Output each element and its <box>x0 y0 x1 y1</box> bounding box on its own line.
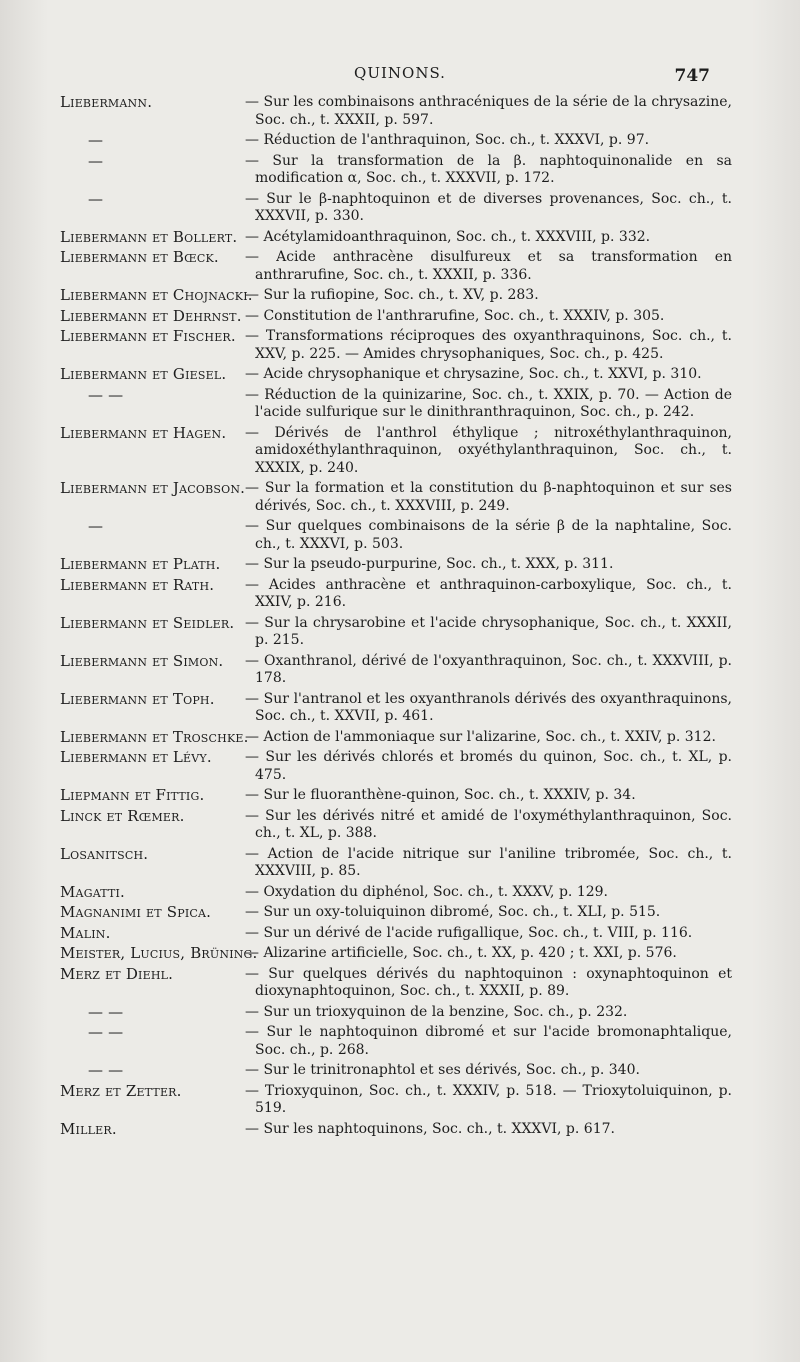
entry-text: — Transformations réciproques des oxyanthraquinons, Soc. ch., t. XXV, p. 225. — Amides chrysophaniques, Soc. ch., p. 425. <box>245 328 732 362</box>
entry-author: Liebermann et Seidler. <box>60 613 235 632</box>
entry-author: Liebermann et Toph. <box>60 689 215 708</box>
entry-author: Miller. <box>60 1119 117 1138</box>
page-header <box>0 64 800 86</box>
bibliography-entry <box>60 691 740 726</box>
bibliography-entry <box>60 787 740 805</box>
bibliography-entry <box>60 925 740 943</box>
entry-text: — Réduction de la quinizarine, Soc. ch., t. XXIX, p. 70. — Action de l'acide sulfurique sur le dinithranthraquinon, Soc. ch., p. 242. <box>245 386 732 420</box>
bibliography-entry <box>60 729 740 747</box>
entry-author: Liebermann et Jacobson. <box>60 479 246 497</box>
entry-text: — Action de l'acide nitrique sur l'aniline tribromée, Soc. ch., t. XXXVIII, p. 85. <box>245 845 732 879</box>
entry-text: — Sur un dérivé de l'acide rufigallique, Soc. ch., t. VIII, p. 116. <box>245 924 693 941</box>
entry-text: — Trioxyquinon, Soc. ch., t. XXXIV, p. 518. — Trioxytoluiquinon, p. 519. <box>245 1082 732 1116</box>
entry-text: — Sur l'antranol et les oxyanthranols dérivés des oxyanthraquinons, Soc. ch., t. XXVII, p. 461. <box>245 690 732 724</box>
entry-text: — Sur quelques combinaisons de la série β de la naphtaline, Soc. ch., t. XXXVI, p. 503. <box>245 518 732 552</box>
entry-text: — Acétylamidoanthraquinon, Soc. ch., t. XXXVIII, p. 332. <box>245 228 651 245</box>
entry-text: — Sur un trioxyquinon de la benzine, Soc. ch., p. 232. <box>245 1003 628 1020</box>
entry-author: Liebermann et Simon. <box>60 651 224 670</box>
bibliography-entry <box>60 846 740 881</box>
entry-text: — Sur les naphtoquinons, Soc. ch., t. XXXVI, p. 617. <box>245 1120 615 1137</box>
bibliography-entry <box>60 749 740 784</box>
entry-text: — Sur le fluoranthène-quinon, Soc. ch., t. XXXIV, p. 34. <box>245 787 636 803</box>
entry-author: Magnanimi et Spica. <box>60 903 212 921</box>
bibliography-entry <box>60 229 740 247</box>
entry-author: Liebermann et Rath. <box>60 575 215 594</box>
running-head: QUINONS. <box>354 64 446 82</box>
bibliography-entry <box>60 328 740 363</box>
bibliography-entry <box>60 966 740 1001</box>
entry-text: — Action de l'ammoniaque sur l'alizarine, Soc. ch., t. XXIV, p. 312. <box>245 728 716 745</box>
entry-author: — <box>88 131 104 149</box>
bibliography-entry <box>60 653 740 688</box>
entry-text: — Acide chrysophanique et chrysazine, Soc. ch., t. XXVI, p. 310. <box>245 366 702 382</box>
entry-author: Liebermann. <box>60 93 153 111</box>
entry-text: — Sur les combinaisons anthracéniques de la série de la chrysazine, Soc. ch., t. XXXII, p. 597. <box>245 94 732 128</box>
bibliography-entry <box>60 808 740 843</box>
entry-author: Liebermann et Giesel. <box>60 365 227 383</box>
bibliography-entry <box>60 884 740 902</box>
entry-text: — Sur le trinitronaphtol et ses dérivés, Soc. ch., p. 340. <box>245 1062 640 1078</box>
entry-author: Liebermann et Chojnacki. <box>60 286 253 304</box>
entry-text: — Sur le β-naphtoquinon et de diverses provenances, Soc. ch., t. XXXVII, p. 330. <box>245 190 732 224</box>
entry-text: — Sur la rufiopine, Soc. ch., t. XV, p. 283. <box>245 287 539 303</box>
entry-author: Linck et Rœmer. <box>60 806 185 825</box>
entry-author: Liebermann et Troschke. <box>60 727 249 746</box>
entry-author: Liebermann et Plath. <box>60 555 221 573</box>
entry-text: — Sur les dérivés nitré et amidé de l'oxyméthylanthraquinon, Soc. ch., t. XL, p. 388. <box>245 807 732 841</box>
bibliography-entry <box>60 480 740 515</box>
entry-author: Liebermann et Fischer. <box>60 327 236 345</box>
bibliography-entry <box>60 153 740 188</box>
entry-text: — Acides anthracène et anthraquinon-carboxylique, Soc. ch., t. XXIV, p. 216. <box>245 576 732 610</box>
bibliography-entry <box>60 1083 740 1118</box>
bibliography-entry <box>60 1004 740 1022</box>
page-number: 747 <box>674 66 710 86</box>
entry-text: — Sur quelques dérivés du naphtoquinon : oxynaphtoquinon et dioxynaphtoquinon, Soc. ch., t. XXXII, p. 89. <box>245 965 732 999</box>
entry-text: — Constitution de l'anthrarufine, Soc. ch., t. XXXIV, p. 305. <box>245 307 665 324</box>
bibliography-entry <box>60 1024 740 1059</box>
entry-author: Liebermann et Bœck. <box>60 248 219 266</box>
bibliography-entry <box>60 387 740 422</box>
entry-text: — Sur la formation et la constitution du β-naphtoquinon et sur ses dérivés, Soc. ch., t. XXXVIII, p. 249. <box>245 480 732 514</box>
entry-author: — <box>88 189 104 208</box>
entry-author: Liebermann et Hagen. <box>60 423 227 442</box>
entry-author: — <box>88 151 104 170</box>
entry-author: Magatti. <box>60 882 126 901</box>
entry-author: — — <box>88 385 124 404</box>
entry-text: — Sur le naphtoquinon dibromé et sur l'acide bromonaphtalique, Soc. ch., p. 268. <box>245 1024 732 1058</box>
bibliography-entry <box>60 191 740 226</box>
entry-author: Liebermann et Bollert. <box>60 227 238 246</box>
entry-author: Liepmann et Fittig. <box>60 786 205 804</box>
bibliography-entry <box>60 945 740 963</box>
bibliography-entry <box>60 366 740 384</box>
entry-author: Malin. <box>60 923 111 942</box>
bibliography-entry <box>60 518 740 553</box>
entry-text: — Alizarine artificielle, Soc. ch., t. XX, p. 420 ; t. XXI, p. 576. <box>245 945 677 961</box>
bibliography-entry <box>60 287 740 305</box>
bibliography-entry <box>60 249 740 284</box>
entry-author: — — <box>88 1002 124 1021</box>
bibliography-entry <box>60 425 740 478</box>
entry-author: Liebermann et Dehrnst. <box>60 306 242 325</box>
entry-text: — Acide anthracène disulfureux et sa transformation en anthrarufine, Soc. ch., t. XXXII, p. 336. <box>245 249 732 283</box>
bibliography-entry <box>60 1062 740 1080</box>
entry-author: Merz et Zetter. <box>60 1081 182 1100</box>
entry-text: — Sur les dérivés chlorés et bromés du quinon, Soc. ch., t. XL, p. 475. <box>245 749 732 783</box>
entry-text: — Sur la chrysarobine et l'acide chrysophanique, Soc. ch., t. XXXII, p. 215. <box>245 614 732 648</box>
bibliography-entry <box>60 1121 740 1139</box>
bibliography-entry <box>60 577 740 612</box>
entry-author: — <box>88 517 104 535</box>
entry-text: — Dérivés de l'anthrol éthylique ; nitroxéthylanthraquinon, amidoxéthylanthraquinon, oxyéthylanthraquinon, Soc. ch., t. XXXIX, p. 240. <box>245 424 732 476</box>
entry-author: Meister, Lucius, Brüning. <box>60 944 258 962</box>
entry-author: Merz et Diehl. <box>60 964 174 983</box>
entry-text: — Sur la pseudo-purpurine, Soc. ch., t. XXX, p. 311. <box>245 556 614 572</box>
entry-author: — — <box>88 1061 124 1079</box>
bibliography-entry <box>60 904 740 922</box>
bibliography-entry <box>60 132 740 150</box>
entry-author: Liebermann et Lévy. <box>60 748 212 766</box>
entry-author: Losanitsch. <box>60 844 149 863</box>
entry-text: — Oxydation du diphénol, Soc. ch., t. XXXV, p. 129. <box>245 883 608 900</box>
bibliography-entry <box>60 615 740 650</box>
bibliography-entry <box>60 556 740 574</box>
entry-text: — Sur la transformation de la β. naphtoquinonalide en sa modification α, Soc. ch., t. XXXVII, p. 172. <box>245 152 732 186</box>
bibliography-list <box>60 94 740 1141</box>
entry-text: — Oxanthranol, dérivé de l'oxyanthraquinon, Soc. ch., t. XXXVIII, p. 178. <box>245 652 732 686</box>
entry-text: — Réduction de l'anthraquinon, Soc. ch., t. XXXVI, p. 97. <box>245 132 650 148</box>
bibliography-entry <box>60 94 740 129</box>
entry-text: — Sur un oxy-toluiquinon dibromé, Soc. ch., t. XLI, p. 515. <box>245 904 661 920</box>
entry-author: — — <box>88 1023 124 1041</box>
bibliography-entry <box>60 308 740 326</box>
